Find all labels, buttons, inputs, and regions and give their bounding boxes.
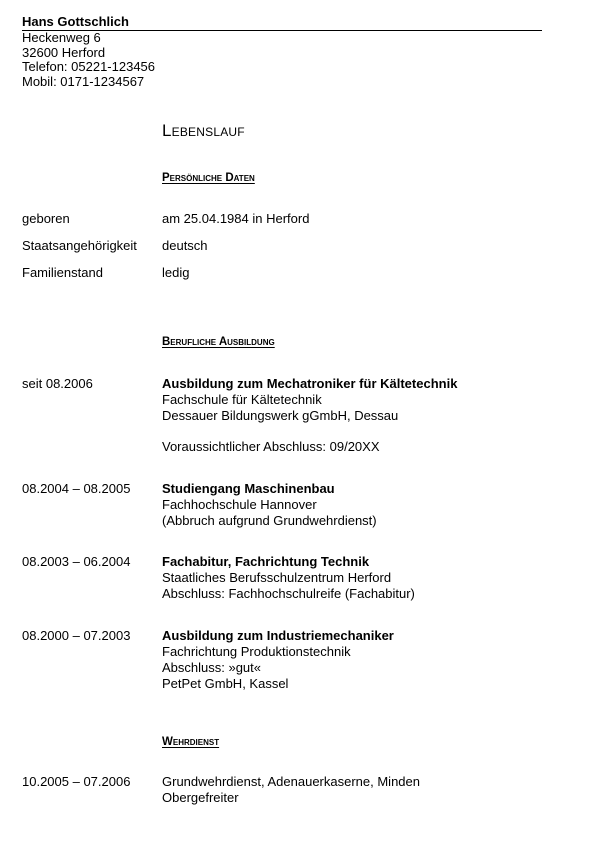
sender-city: 32600 Herford xyxy=(22,44,106,60)
education-details xyxy=(162,481,562,529)
education-line: Abschluss: Fachhochschulreife (Fachabitur) xyxy=(162,586,415,601)
personal-label: geboren xyxy=(22,211,70,226)
document-title: Lebenslauf xyxy=(162,121,245,140)
education-line: Staatliches Berufsschulzentrum Herford xyxy=(162,570,392,585)
education-title: Ausbildung zum Industriemechaniker xyxy=(162,628,394,643)
education-line: Abschluss: »gut« xyxy=(162,660,262,675)
education-line: Dessauer Bildungswerk gGmbH, Dessau xyxy=(162,408,399,423)
personal-value: am 25.04.1984 in Herford xyxy=(162,211,310,226)
education-line: Fachschule für Kältetechnik xyxy=(162,392,322,407)
section-heading-education: Berufliche Ausbildung xyxy=(162,336,275,348)
education-title: Studiengang Maschinenbau xyxy=(162,481,335,496)
education-line: PetPet GmbH, Kassel xyxy=(162,676,289,691)
personal-value: ledig xyxy=(162,265,190,280)
service-line: Obergefreiter xyxy=(162,790,239,805)
education-period: 08.2003 – 06.2004 xyxy=(22,554,131,569)
sender-street: Heckenweg 6 xyxy=(22,30,101,45)
personal-label: Familienstand xyxy=(22,265,103,280)
education-line: (Abbruch aufgrund Grundwehrdienst) xyxy=(162,513,377,528)
education-line: Fachrichtung Produktionstechnik xyxy=(162,644,351,659)
education-period: 08.2000 – 07.2003 xyxy=(22,628,131,643)
service-details xyxy=(162,774,562,806)
personal-label: Staatsangehörigkeit xyxy=(22,238,137,253)
education-details xyxy=(162,628,562,692)
education-period: seit 08.2006 xyxy=(22,376,93,391)
personal-value: deutsch xyxy=(162,238,208,253)
service-line: Grundwehrdienst, Adenauerkaserne, Minden xyxy=(162,774,420,789)
sender-phone: Telefon: 05221-123456 xyxy=(22,59,156,74)
education-extra: Voraussichtlicher Abschluss: 09/20XX xyxy=(162,439,380,454)
section-heading-service: Wehrdienst xyxy=(162,736,220,748)
education-title: Ausbildung zum Mechatroniker für Kältetechnik xyxy=(162,376,458,391)
sender-name: Hans Gottschlich xyxy=(22,14,542,31)
education-line: Fachhochschule Hannover xyxy=(162,497,317,512)
education-details xyxy=(162,376,562,455)
education-period: 08.2004 – 08.2005 xyxy=(22,481,131,496)
sender-header xyxy=(22,14,542,89)
service-period: 10.2005 – 07.2006 xyxy=(22,774,131,789)
education-details xyxy=(162,554,562,602)
section-heading-personal: Persönliche Daten xyxy=(162,172,255,184)
education-title: Fachabitur, Fachrichtung Technik xyxy=(162,554,370,569)
sender-mobile: Mobil: 0171-1234567 xyxy=(22,73,145,89)
